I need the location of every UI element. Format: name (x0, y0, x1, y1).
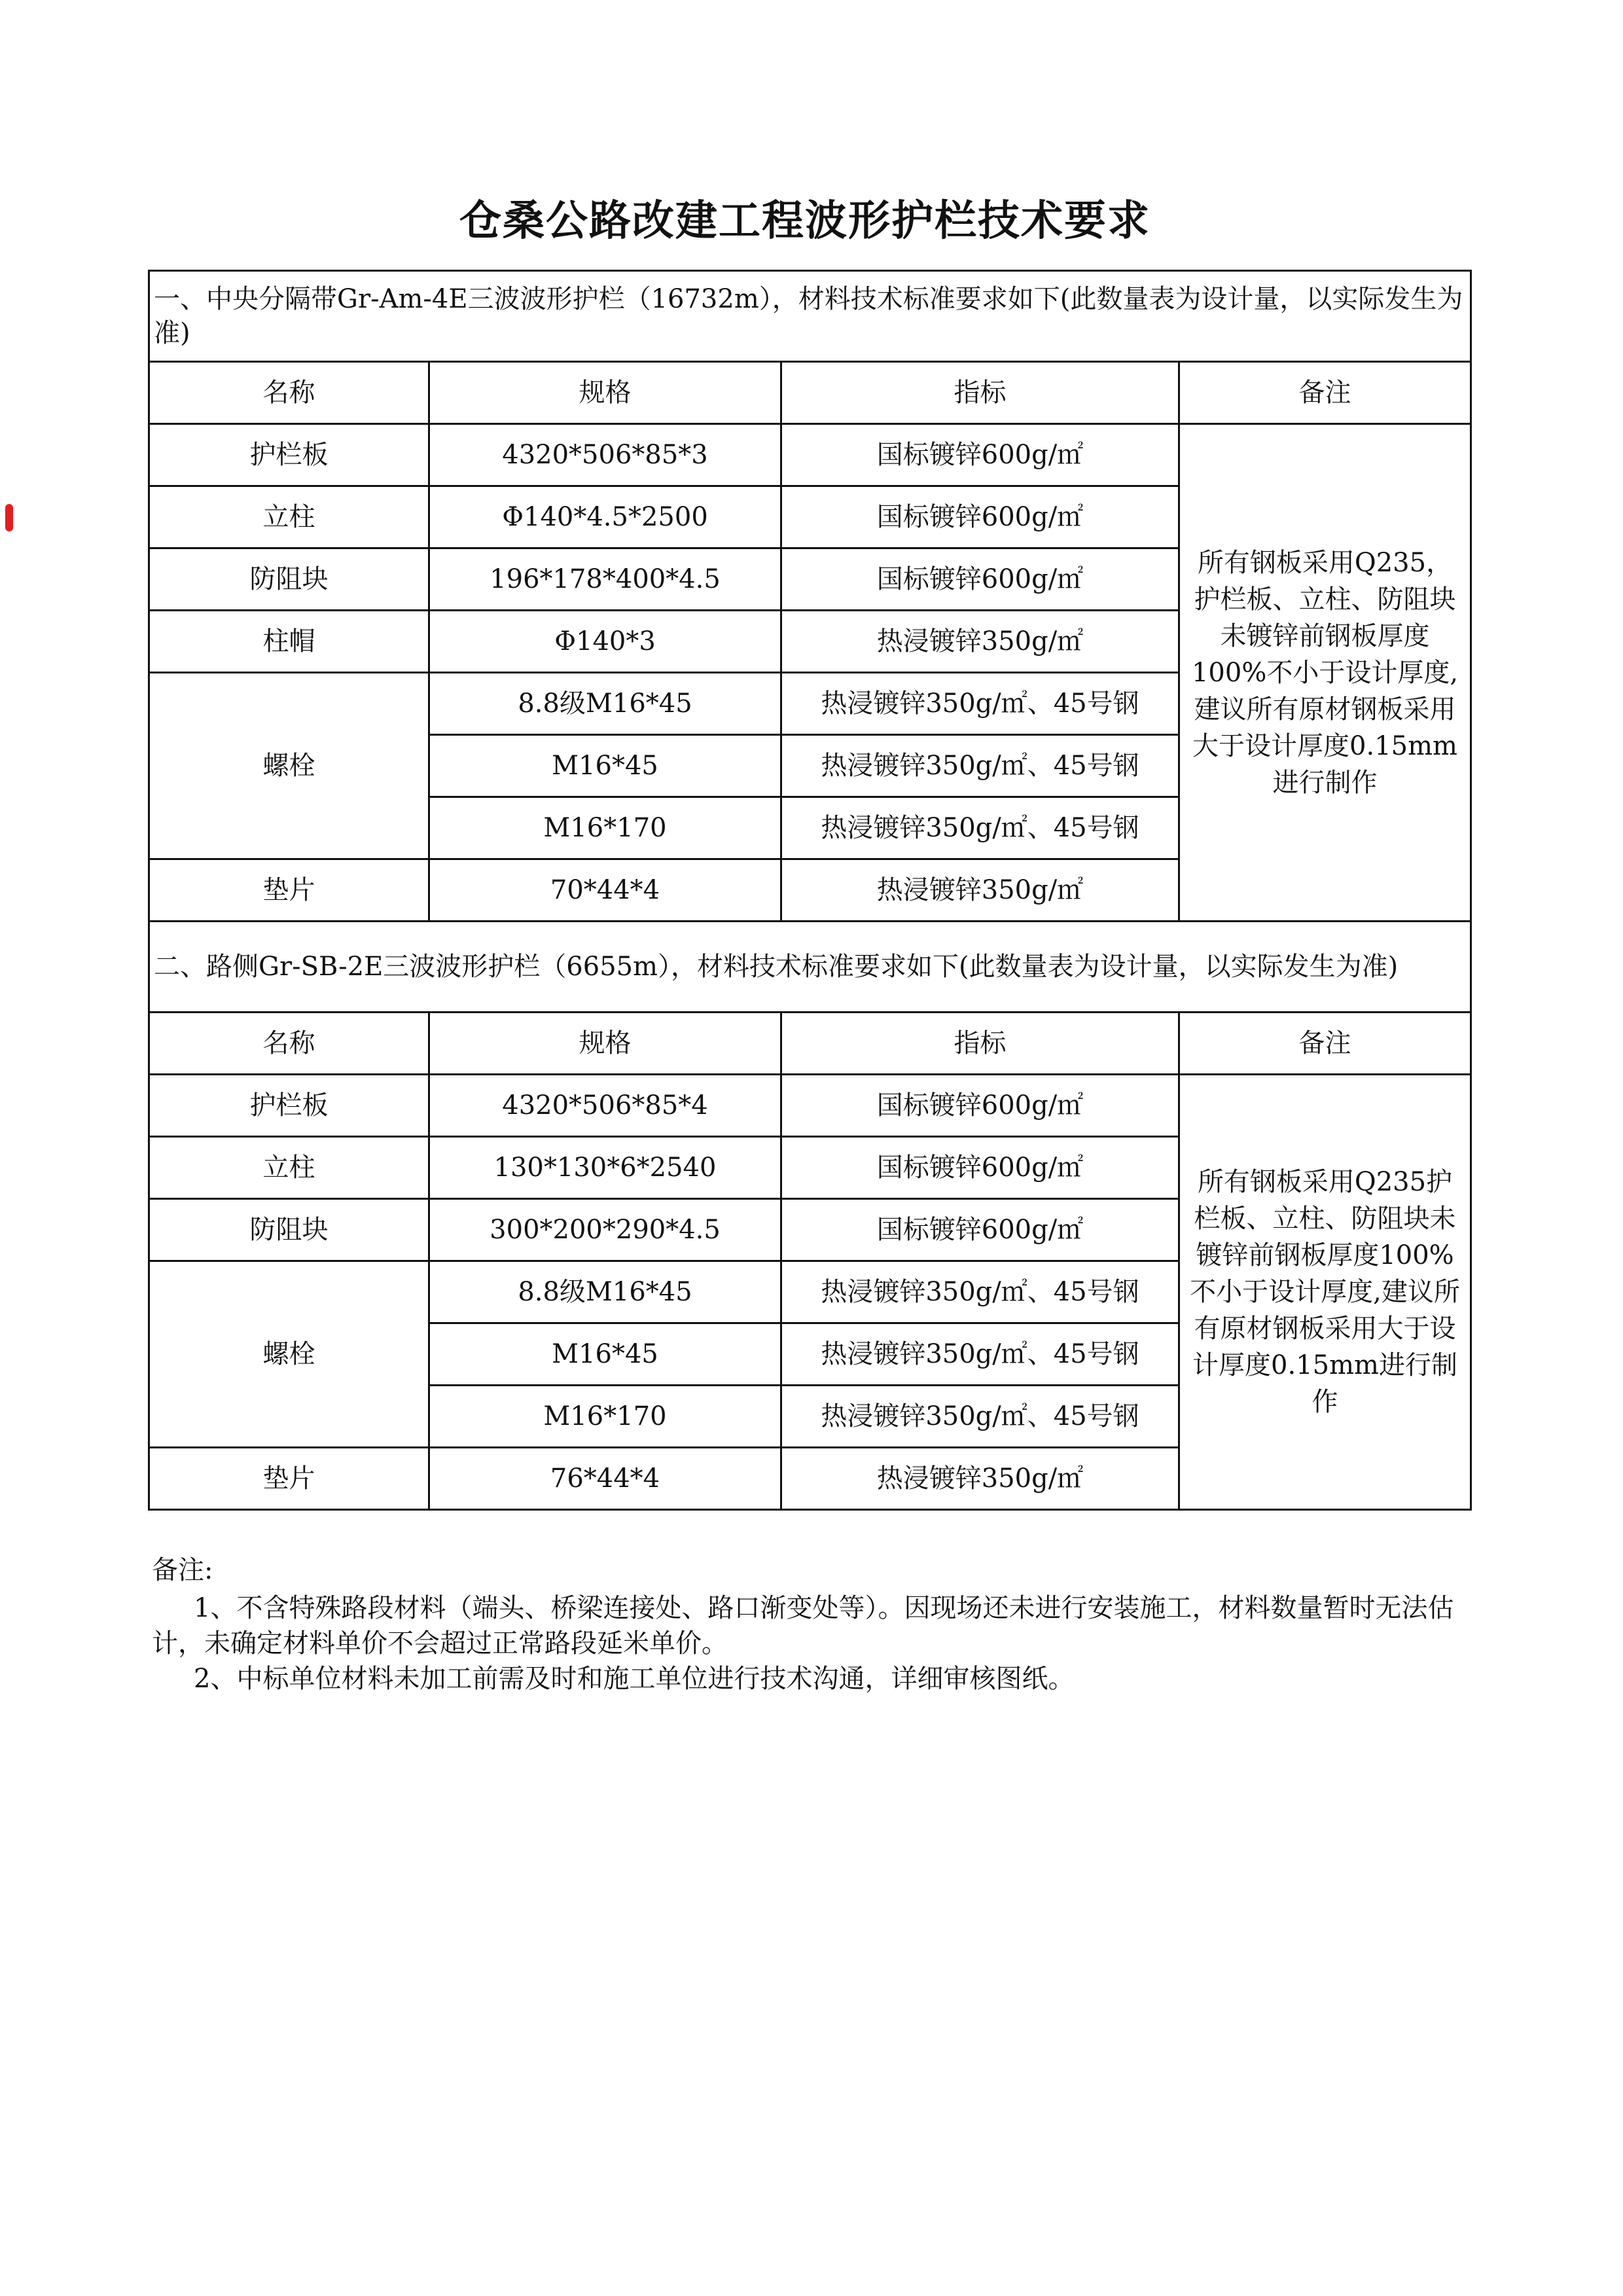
header-name: 名称 (149, 1013, 429, 1075)
item-name: 护栏板 (149, 1075, 429, 1137)
section-heading-row (149, 271, 1471, 362)
section-heading: 一、中央分隔带Gr-Am-4E三波波形护栏（16732m），材料技术标准要求如下(此数量表为设计量，以实际发生为准) (149, 271, 1471, 362)
item-index: 热浸镀锌350g/㎡ (781, 611, 1179, 673)
item-name: 立柱 (149, 486, 429, 548)
item-index: 热浸镀锌350g/㎡、45号钢 (781, 673, 1179, 735)
item-name: 柱帽 (149, 611, 429, 673)
item-name: 护栏板 (149, 424, 429, 486)
item-index: 国标镀锌600g/㎡ (781, 1199, 1179, 1261)
header-remark: 备注 (1179, 1013, 1471, 1075)
remark-text: 所有钢板采用Q235护栏板、立柱、防阻块未镀锌前钢板厚度100%不小于设计厚度,建议所有原材钢板采用大于设计厚度0.15mm进行制作 (1179, 1075, 1471, 1510)
note-item: 2、中标单位材料未加工前需及时和施工单位进行技术沟通，详细审核图纸。 (194, 1664, 1075, 1694)
notes-block (152, 1552, 1461, 1696)
item-spec: M16*45 (429, 1323, 781, 1386)
table-row (149, 424, 1471, 486)
item-index: 热浸镀锌350g/㎡、45号钢 (781, 1261, 1179, 1323)
section-heading: 二、路侧Gr-SB-2E三波波形护栏（6655m），材料技术标准要求如下(此数量表为设计量，以实际发生为准) (149, 922, 1471, 1013)
page-title: 仓桑公路改建工程波形护栏技术要求 (459, 196, 1150, 245)
item-spec: 76*44*4 (429, 1448, 781, 1510)
item-spec: M16*45 (429, 735, 781, 797)
header-index: 指标 (781, 1013, 1179, 1075)
item-spec: 4320*506*85*4 (429, 1075, 781, 1137)
item-spec: 70*44*4 (429, 859, 781, 922)
item-index: 国标镀锌600g/㎡ (781, 486, 1179, 548)
item-name: 立柱 (149, 1137, 429, 1199)
note-item: 1、不含特殊路段材料（端头、桥梁连接处、路口渐变处等）。因现场还未进行安装施工，材料数量暂时无法估计，未确定材料单价不会超过正常路段延米单价。 (152, 1593, 1454, 1659)
header-name: 名称 (149, 362, 429, 424)
header-remark: 备注 (1179, 362, 1471, 424)
notes-label: 备注: (152, 1555, 213, 1585)
header-spec: 规格 (429, 362, 781, 424)
item-name: 防阻块 (149, 548, 429, 611)
item-spec: M16*170 (429, 1386, 781, 1448)
item-index: 国标镀锌600g/㎡ (781, 1137, 1179, 1199)
item-name: 防阻块 (149, 1199, 429, 1261)
section-heading-row (149, 922, 1471, 1013)
item-index: 热浸镀锌350g/㎡、45号钢 (781, 1323, 1179, 1386)
header-spec: 规格 (429, 1013, 781, 1075)
item-name: 垫片 (149, 1448, 429, 1510)
item-index: 热浸镀锌350g/㎡ (781, 859, 1179, 922)
item-spec: Φ140*4.5*2500 (429, 486, 781, 548)
item-index: 国标镀锌600g/㎡ (781, 1075, 1179, 1137)
remark-text: 所有钢板采用Q235，护栏板、立柱、防阻块未镀锌前钢板厚度100%不小于设计厚度,建议所有原材钢板采用大于设计厚度0.15mm进行制作 (1179, 424, 1471, 922)
item-name: 螺栓 (149, 673, 429, 859)
table-row (149, 1075, 1471, 1137)
item-name: 垫片 (149, 859, 429, 922)
red-ink-mark (5, 504, 13, 531)
item-index: 热浸镀锌350g/㎡、45号钢 (781, 1386, 1179, 1448)
item-name: 螺栓 (149, 1261, 429, 1448)
item-index: 热浸镀锌350g/㎡、45号钢 (781, 797, 1179, 859)
item-spec: 4320*506*85*3 (429, 424, 781, 486)
table-header-row (149, 1013, 1471, 1075)
item-index: 国标镀锌600g/㎡ (781, 424, 1179, 486)
item-spec: 196*178*400*4.5 (429, 548, 781, 611)
item-spec: 130*130*6*2540 (429, 1137, 781, 1199)
item-index: 热浸镀锌350g/㎡ (781, 1448, 1179, 1510)
item-spec: 8.8级M16*45 (429, 1261, 781, 1323)
item-spec: 8.8级M16*45 (429, 673, 781, 735)
item-index: 国标镀锌600g/㎡ (781, 548, 1179, 611)
item-spec: M16*170 (429, 797, 781, 859)
table-header-row (149, 362, 1471, 424)
requirements-table (148, 270, 1472, 1511)
header-index: 指标 (781, 362, 1179, 424)
item-index: 热浸镀锌350g/㎡、45号钢 (781, 735, 1179, 797)
item-spec: Φ140*3 (429, 611, 781, 673)
item-spec: 300*200*290*4.5 (429, 1199, 781, 1261)
